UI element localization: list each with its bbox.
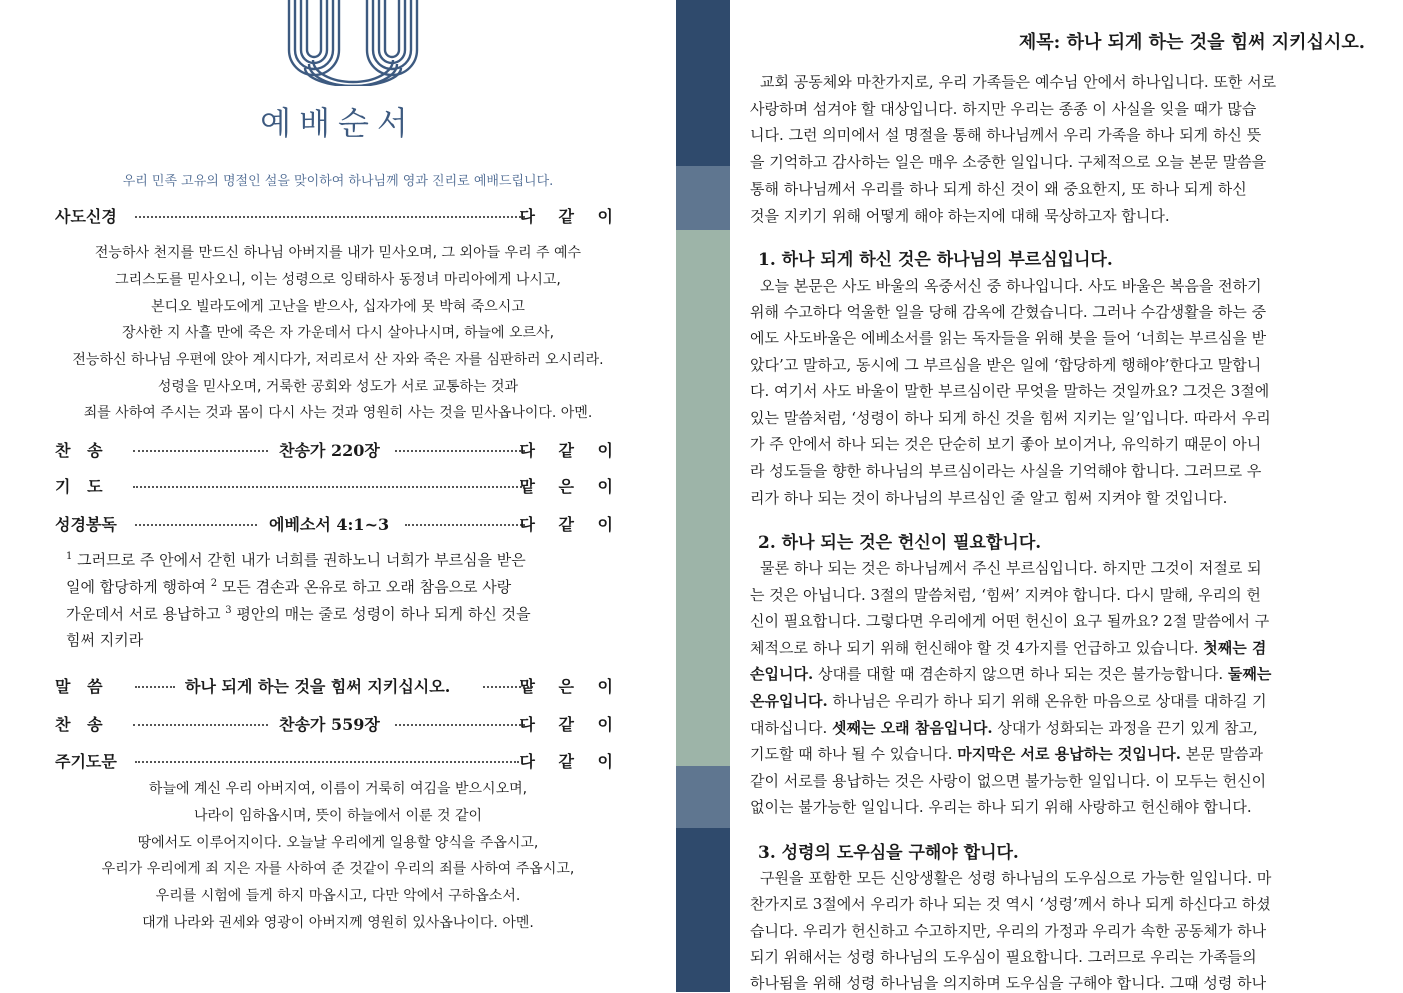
row-label: 찬 송: [55, 441, 103, 460]
arch-logo-icon: [283, 0, 423, 86]
scripture-line: 일에 합당하게 행하여 $^2$ 모든 겸손과 온유로 하고 오래 참음으로 사랑: [66, 578, 512, 596]
creed-line: 본디오 빌라도에게 고난을 받으사, 십자가에 못 박혀 죽으시고: [151, 299, 525, 315]
page-subtitle: 우리 민족 고유의 명절인 설을 맞이하여 하나님께 영과 진리로 예배드립니다.: [122, 174, 554, 189]
row-label: 말 씀: [55, 677, 103, 696]
sermon-line: 있는 말씀처럼, ‘성령이 하나 되게 하신 것을 힘써 지키는 일’입니다. 따라서 우리: [750, 409, 1271, 427]
scripture-line: $^1$ 그러므로 주 안에서 갇힌 내가 너희를 권하노니 너희가 부르심을 받은: [66, 551, 526, 569]
sermon-line: 하나됨을 위해 성령 하나님을 의지하며 도우심을 구해야 합니다. 그때 성령 하나: [750, 974, 1267, 992]
sermon-line: 위해 수고하다 억울한 일을 당해 감옥에 갇혔습니다. 그러나 수감생활을 하는 중: [750, 303, 1267, 321]
row-content: 에베소서 4:1~3: [269, 515, 390, 534]
section-heading-1: 1. 하나 되게 하신 것은 하나님의 부르심입니다.: [758, 250, 1113, 270]
creed-line: 그리스도를 믿사오니, 이는 성령으로 잉태하사 동정녀 마리아에게 나시고,: [115, 272, 561, 288]
dot-leader: [133, 724, 268, 726]
sermon-line: 손입니다. 상대를 대할 때 겸손하지 않으면 하나 되는 것은 불가능합니다. 둘째는: [750, 665, 1272, 683]
row-label: 기 도: [55, 477, 103, 496]
band-slate-top: [676, 166, 730, 230]
row-leader: 다 같 이: [519, 207, 622, 226]
dot-leader: [395, 724, 525, 726]
row-content: 하나 되게 하는 것을 힘써 지키십시오.: [185, 677, 451, 696]
row-label: 성경봉독: [55, 515, 117, 534]
band-navy-top: [676, 0, 730, 166]
row-leader: 다 같 이: [519, 441, 622, 460]
sermon-line: 교회 공동체와 마찬가지로, 우리 가족들은 예수님 안에서 하나입니다. 또한 서로: [760, 73, 1277, 91]
dot-leader: [405, 524, 525, 526]
sermon-line: 찬가지로 3절에서 우리가 하나 되는 것 역시 ‘성령’께서 하나 되게 하신다고 하셨: [750, 895, 1271, 913]
band-slate-bottom: [676, 766, 730, 828]
sermon-line: 기도할 때 하나 될 수 있습니다. 마지막은 서로 용납하는 것입니다. 본문 말씀과: [750, 745, 1264, 763]
creed-line: 죄를 사하여 주시는 것과 몸이 다시 사는 것과 영원히 사는 것을 믿사옵나이다. 아멘.: [83, 405, 593, 421]
sermon-line: 오늘 본문은 사도 바울의 옥중서신 중 하나입니다. 사도 바울은 복음을 전하기: [760, 277, 1262, 295]
sermon-line: 대하십니다. 셋째는 오래 참음입니다. 상대가 성화되는 과정을 끈기 있게 참고,: [750, 719, 1258, 737]
sermon-line: 에도 사도바울은 에베소서를 읽는 독자들을 위해 붓을 들어 ‘너희는 부르심을 받: [750, 329, 1267, 347]
sermon-line: 사랑하며 섬겨야 할 대상입니다. 하지만 우리는 종종 이 사실을 잊을 때가 많습: [750, 100, 1257, 118]
sermon-line: 신이 필요합니다. 그렇다면 우리에게 어떤 헌신이 요구 될까요? 2절 말씀에서 구: [750, 612, 1270, 630]
prayer-line: 나라이 임하옵시며, 뜻이 하늘에서 이룬 것 같이: [193, 808, 483, 824]
row-content: 찬송가 559장: [279, 715, 380, 734]
sermon-line: 것을 지키기 위해 어떻게 해야 하는지에 대해 묵상하고자 합니다.: [750, 207, 1170, 225]
dot-leader: [135, 686, 175, 688]
row-leader: 맡 은 이: [519, 677, 622, 696]
order-row-prayer: [55, 474, 622, 498]
sermon-title: 제목: 하나 되게 하는 것을 힘써 지키십시오.: [1018, 32, 1365, 53]
sermon-line: 라 성도들을 향한 하나님의 부르심이라는 사실을 기억해야 합니다. 그러므로 우: [750, 462, 1262, 480]
scripture-line: 가운데서 서로 용납하고 $^3$ 평안의 매는 줄로 성령이 하나 되게 하신 것을: [66, 605, 531, 623]
prayer-line: 우리를 시험에 들게 하지 마옵시고, 다만 악에서 구하옵소서.: [155, 888, 521, 904]
page-title: 예배순서: [260, 104, 416, 142]
row-leader: 맡 은 이: [519, 477, 622, 496]
row-label: 찬 송: [55, 715, 103, 734]
order-row-scripture: [55, 512, 622, 536]
prayer-line: 우리가 우리에게 죄 지은 자를 사하여 준 것같이 우리의 죄를 사하여 주옵시고,: [101, 861, 575, 877]
band-sage: [676, 230, 730, 766]
order-row-lords-prayer: [55, 749, 622, 773]
sermon-line: 다. 여기서 사도 바울이 말한 부르심이란 무엇을 말하는 것일까요? 그것은 3절에: [750, 382, 1270, 400]
row-label: 사도신경: [55, 207, 117, 226]
order-row-sermon: [55, 674, 622, 698]
dot-leader: [135, 524, 257, 526]
sermon-line: 리가 하나 되는 것이 하나님의 부르심인 줄 알고 힘써 지켜야 할 것입니다.: [750, 489, 1228, 507]
order-row-creed: [55, 204, 622, 228]
creed-line: 전능하신 하나님 우편에 앉아 계시다가, 저리로서 산 자와 죽은 자를 심판하러 오시리라.: [72, 352, 604, 368]
prayer-line: 하늘에 계신 우리 아버지여, 이름이 거룩히 여김을 받으시오며,: [148, 781, 528, 797]
sermon-line: 을 기억하고 감사하는 일은 매우 소중한 일입니다. 구체적으로 오늘 본문 말씀을: [750, 153, 1267, 171]
sermon-line: 같이 서로를 용납하는 것은 사랑이 없으면 불가능한 일입니다. 이 모두는 헌신이: [750, 772, 1267, 790]
sermon-line: 통해 하나님께서 우리를 하나 되게 하신 것이 왜 중요한지, 또 하나 되게 하신: [750, 180, 1247, 198]
creed-line: 장사한 지 사흘 만에 죽은 자 가운데서 다시 살아나시며, 하늘에 오르사,: [121, 325, 555, 341]
dot-leader: [395, 450, 525, 452]
row-leader: 다 같 이: [519, 515, 622, 534]
sermon-line: 체적으로 하나 되기 위해 헌신해야 할 것 4가지를 언급하고 있습니다. 첫째는 겸: [750, 639, 1267, 657]
band-navy-bottom: [676, 828, 730, 992]
dot-leader: [133, 450, 268, 452]
sermon-line: 구원을 포함한 모든 신앙생활은 성령 하나님의 도우심으로 가능한 일입니다. 마: [760, 869, 1272, 887]
creed-line: 전능하사 천지를 만드신 하나님 아버지를 내가 믿사오며, 그 외아들 우리 주 예수: [94, 245, 582, 261]
creed-line: 성령을 믿사오며, 거룩한 공회와 성도가 서로 교통하는 것과: [157, 379, 519, 395]
worship-order-page: [0, 0, 676, 992]
sermon-line: 습니다. 우리가 헌신하고 수고하지만, 우리의 가정과 우리가 속한 공동체가 하나: [750, 922, 1267, 940]
dot-leader: [135, 761, 519, 763]
sermon-line: 물론 하나 되는 것은 하나님께서 주신 부르심입니다. 하지만 그것이 저절로 되: [760, 559, 1262, 577]
sermon-line: 온유입니다. 하나님은 우리가 하나 되기 위해 온유한 마음으로 상대를 대하길 기: [750, 692, 1267, 710]
scripture-line: 힘써 지키라: [66, 631, 144, 649]
sermon-line: 았다’고 말하고, 동시에 그 부르심을 받은 일에 ‘합당하게 행해야’한다고 말합니: [750, 356, 1262, 374]
sermon-page: [730, 0, 1403, 992]
order-row-hymn: [55, 438, 622, 462]
row-content: 찬송가 220장: [279, 441, 380, 460]
row-leader: 다 같 이: [519, 752, 622, 771]
prayer-line: 대개 나라와 권세와 영광이 아버지께 영원히 있사옵나이다. 아멘.: [142, 915, 534, 931]
sermon-line: 되기 위해서는 성령 하나님의 도우심이 필요합니다. 그러므로 우리는 가족들의: [750, 948, 1257, 966]
section-heading-2: 2. 하나 되는 것은 헌신이 필요합니다.: [758, 533, 1042, 553]
sermon-line: 니다. 그런 의미에서 설 명절을 통해 하나님께서 우리 가족을 하나 되게 하신 뜻: [750, 126, 1262, 144]
sermon-line: 없이는 불가능한 일입니다. 우리는 하나 되기 위해 사랑하고 헌신해야 합니다.: [750, 798, 1252, 816]
dot-leader: [135, 216, 525, 218]
order-row-hymn-2: [55, 712, 622, 736]
section-heading-3: 3. 성령의 도우심을 구해야 합니다.: [758, 843, 1019, 863]
prayer-line: 땅에서도 이루어지이다. 오늘날 우리에게 일용할 양식을 주옵시고,: [137, 835, 539, 851]
dot-leader: [133, 486, 525, 488]
sermon-line: 가 주 안에서 하나 되는 것은 단순히 보기 좋아 보이거나, 유익하기 때문이 아니: [750, 435, 1262, 453]
sermon-line: 는 것은 아닙니다. 3절의 말씀처럼, ‘힘써’ 지켜야 합니다. 다시 말해, 우리의 헌: [750, 586, 1261, 604]
row-label: 주기도문: [55, 752, 117, 771]
row-leader: 다 같 이: [519, 715, 622, 734]
